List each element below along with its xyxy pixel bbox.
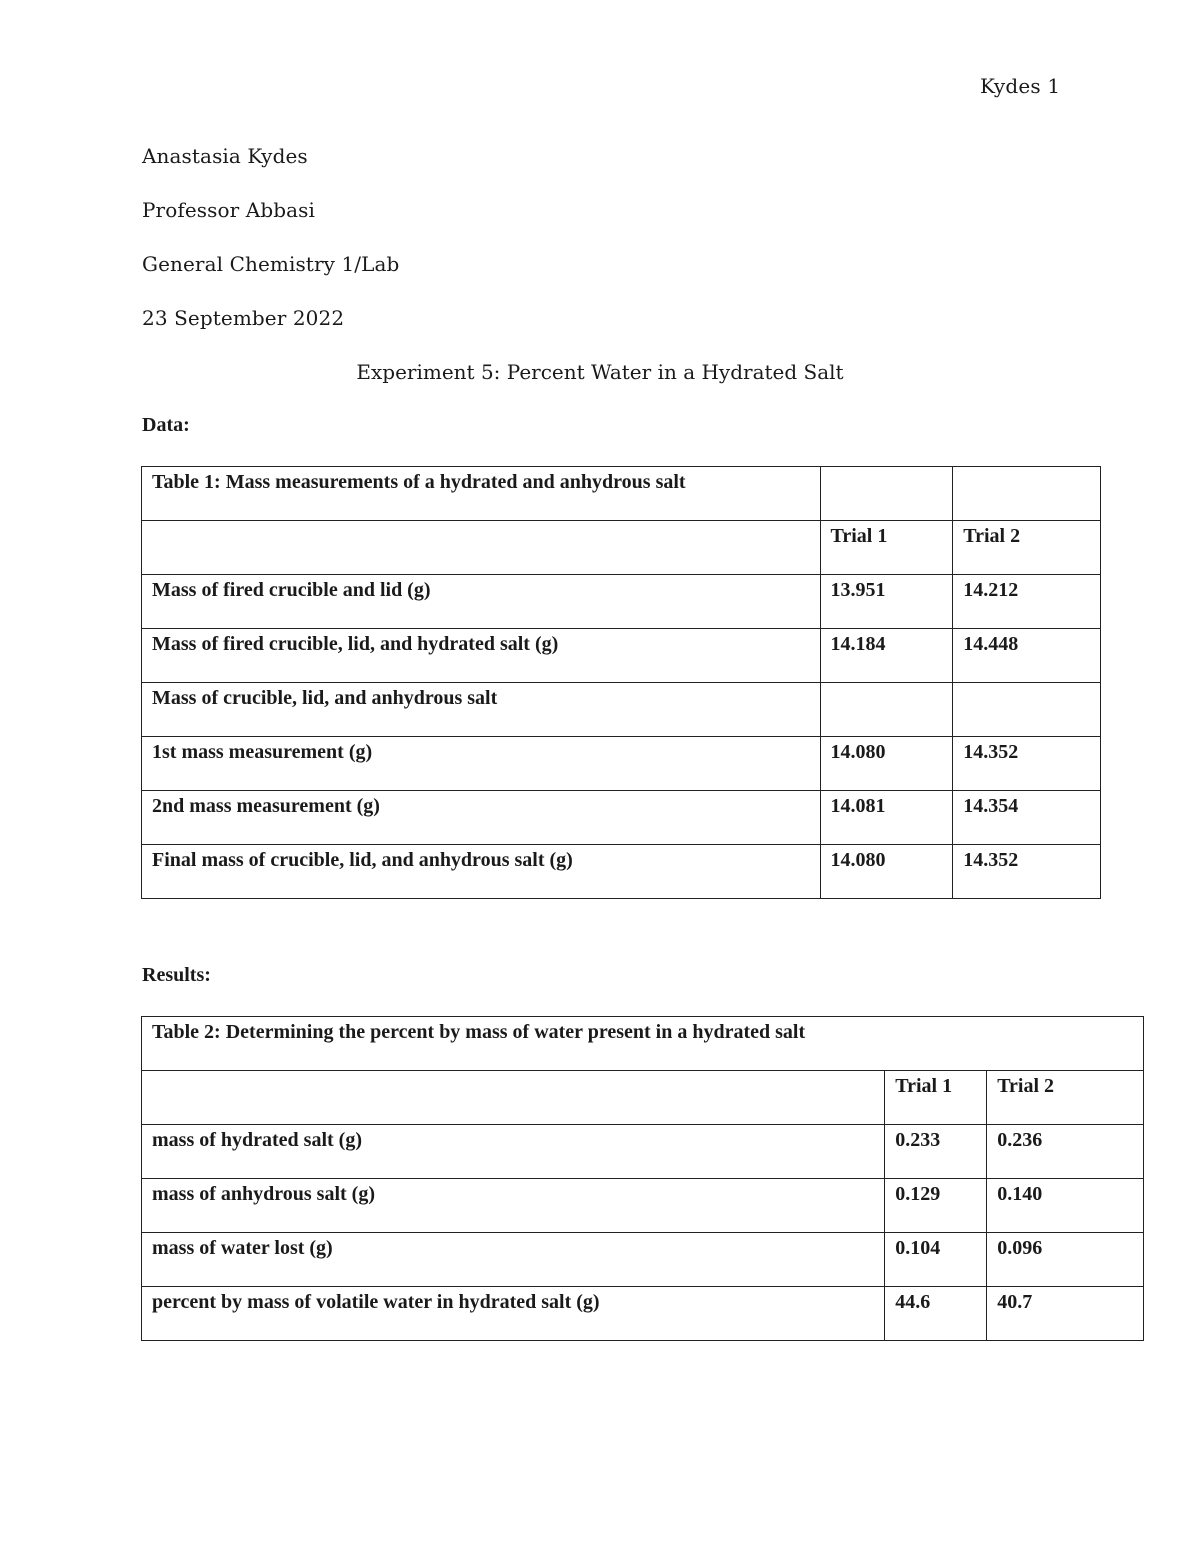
trial-1-value: 14.184 <box>820 629 953 683</box>
table-header-row <box>142 521 1101 575</box>
row-label: Mass of crucible, lid, and anhydrous salt <box>142 683 821 737</box>
table-row <box>142 1017 1144 1071</box>
table-cell <box>142 1071 885 1125</box>
row-label: mass of hydrated salt (g) <box>142 1125 885 1179</box>
trial-2-value: 0.096 <box>987 1233 1144 1287</box>
table-header-row <box>142 1071 1144 1125</box>
results-section-heading: Results: <box>142 964 211 986</box>
student-name: Anastasia Kydes <box>142 144 308 168</box>
trial-2-value: 0.236 <box>987 1125 1144 1179</box>
trial-1-value: 0.233 <box>885 1125 987 1179</box>
table-row <box>142 1125 1144 1179</box>
table-row <box>142 845 1101 899</box>
trial-1-value: 14.080 <box>820 737 953 791</box>
row-label: 1st mass measurement (g) <box>142 737 821 791</box>
table-row <box>142 1287 1144 1341</box>
document-date: 23 September 2022 <box>142 306 345 330</box>
trial-2-value <box>953 683 1101 737</box>
table-cell <box>953 467 1101 521</box>
row-label: mass of anhydrous salt (g) <box>142 1179 885 1233</box>
table-caption: Table 2: Determining the percent by mass of water present in a hydrated salt <box>142 1017 1144 1071</box>
row-label: percent by mass of volatile water in hydrated salt (g) <box>142 1287 885 1341</box>
trial-1-value: 14.081 <box>820 791 953 845</box>
trial-1-value: 44.6 <box>885 1287 987 1341</box>
trial-1-value: 13.951 <box>820 575 953 629</box>
table-cell <box>142 521 821 575</box>
page-running-head: Kydes 1 <box>980 74 1061 98</box>
row-label: Final mass of crucible, lid, and anhydrous salt (g) <box>142 845 821 899</box>
trial-2-value: 14.212 <box>953 575 1101 629</box>
table-row <box>142 467 1101 521</box>
trial-2-value: 0.140 <box>987 1179 1144 1233</box>
table-row <box>142 1233 1144 1287</box>
trial-1-value: 14.080 <box>820 845 953 899</box>
table-caption: Table 1: Mass measurements of a hydrated and anhydrous salt <box>142 467 821 521</box>
table-row <box>142 683 1101 737</box>
table-row <box>142 629 1101 683</box>
trial-2-value: 40.7 <box>987 1287 1144 1341</box>
row-label: Mass of fired crucible, lid, and hydrated salt (g) <box>142 629 821 683</box>
trial-2-value: 14.354 <box>953 791 1101 845</box>
trial-2-value: 14.352 <box>953 737 1101 791</box>
course-name: General Chemistry 1/Lab <box>142 252 400 276</box>
page-title: Experiment 5: Percent Water in a Hydrated Salt <box>356 360 844 384</box>
table-row <box>142 1179 1144 1233</box>
row-label: Mass of fired crucible and lid (g) <box>142 575 821 629</box>
trial-1-value <box>820 683 953 737</box>
trial-1-value: 0.104 <box>885 1233 987 1287</box>
table-row <box>142 737 1101 791</box>
row-label: 2nd mass measurement (g) <box>142 791 821 845</box>
column-header-trial-2: Trial 2 <box>987 1071 1144 1125</box>
trial-2-value: 14.448 <box>953 629 1101 683</box>
percent-water-table <box>141 1016 1144 1341</box>
column-header-trial-1: Trial 1 <box>820 521 953 575</box>
table-row <box>142 791 1101 845</box>
trial-1-value: 0.129 <box>885 1179 987 1233</box>
table-row <box>142 575 1101 629</box>
data-section-heading: Data: <box>142 414 190 436</box>
trial-2-value: 14.352 <box>953 845 1101 899</box>
table-cell <box>820 467 953 521</box>
column-header-trial-2: Trial 2 <box>953 521 1101 575</box>
column-header-trial-1: Trial 1 <box>885 1071 987 1125</box>
row-label: mass of water lost (g) <box>142 1233 885 1287</box>
mass-measurements-table <box>141 466 1101 899</box>
professor-name: Professor Abbasi <box>142 198 316 222</box>
